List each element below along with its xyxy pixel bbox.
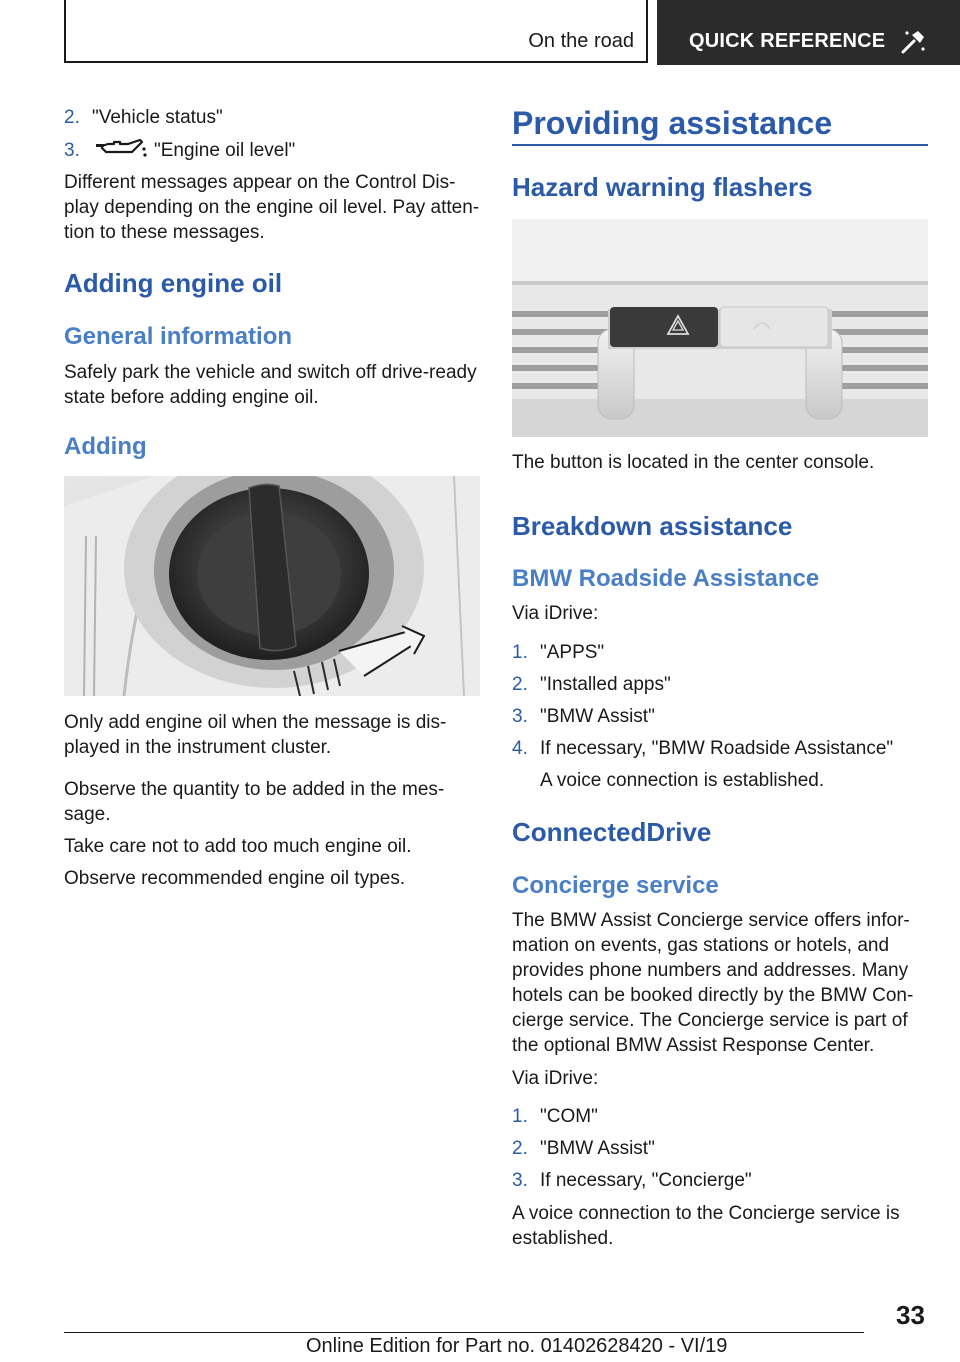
oil-types-paragraph: Observe recommended engine oil types. (64, 868, 406, 889)
list-number: 3. (512, 706, 528, 727)
page-number: 33 (896, 1300, 925, 1330)
quick-reference-label: QUICK REFERENCE (689, 30, 886, 52)
heading-breakdown-assistance: Breakdown assistance (512, 511, 793, 541)
heading-hazard-warning-flashers: Hazard warning flashers (512, 172, 813, 202)
heading-bmw-roadside-assistance: BMW Roadside Assistance (512, 565, 820, 592)
concierge-paragraph: The BMW Assist Concierge service offers infor- mation on events, gas stations or hotels, and provides phone numbers and addresses. Many hotels can be booked directly by the BMW Con- cierge service. The Concierge service is part of the optional BMW Assist Response Center. (512, 910, 914, 1056)
list-text: If necessary, "BMW Roadside Assistance" (540, 738, 894, 759)
via-idrive-label: Via iDrive: (512, 1068, 599, 1089)
header-section-title: On the road (528, 30, 634, 52)
heading-providing-assistance: Providing assistance (512, 105, 833, 141)
list-number: 4. (512, 738, 528, 759)
list-text: "BMW Assist" (540, 706, 655, 727)
list-number: 1. (512, 1106, 528, 1127)
quick-reference-icon (901, 28, 927, 54)
heading-rule (512, 144, 928, 146)
footer-rule (64, 1332, 864, 1333)
engine-oil-messages-paragraph: Different messages appear on the Control Dis- play depending on the engine oil level. Pay atten- tion to these messages. (64, 172, 480, 243)
concierge-voice-paragraph: A voice connection to the Concierge service is established. (512, 1203, 900, 1249)
oil-can-icon (94, 139, 150, 161)
general-info-paragraph: Safely park the vehicle and switch off drive-ready state before adding engine oil. (64, 362, 477, 408)
too-much-oil-paragraph: Take care not to add too much engine oil. (64, 836, 412, 857)
voice-connection-note: A voice connection is established. (540, 770, 825, 791)
via-idrive-label: Via iDrive: (512, 603, 599, 624)
heading-general-information: General information (64, 323, 293, 350)
list-text: "Installed apps" (540, 674, 671, 695)
list-number: 3. (512, 1170, 528, 1191)
hazard-button-image (512, 219, 928, 437)
list-text: "APPS" (540, 642, 605, 663)
oil-filler-cap-image (64, 476, 480, 696)
footer-edition: Online Edition for Part no. 01402628420 - VI/19 (306, 1335, 728, 1357)
list-number: 3. (64, 140, 80, 161)
list-number: 2. (512, 1138, 528, 1159)
list-text: "BMW Assist" (540, 1138, 655, 1159)
heading-adding: Adding (64, 433, 147, 460)
heading-adding-engine-oil: Adding engine oil (64, 268, 283, 298)
add-oil-instruction-paragraph: Only add engine oil when the message is dis- played in the instrument cluster. (64, 712, 447, 758)
list-number: 2. (64, 107, 80, 128)
list-text: "Vehicle status" (92, 107, 223, 128)
heading-concierge-service: Concierge service (512, 872, 719, 899)
heading-connecteddrive: ConnectedDrive (512, 817, 712, 847)
list-number: 1. (512, 642, 528, 663)
hazard-caption: The button is located in the center console. (512, 452, 875, 473)
quantity-paragraph: Observe the quantity to be added in the mes- sage. (64, 779, 445, 825)
header-quick-reference-tab (657, 0, 960, 65)
list-text: "Engine oil level" (154, 140, 296, 161)
list-number: 2. (512, 674, 528, 695)
list-text: If necessary, "Concierge" (540, 1170, 752, 1191)
list-text: "COM" (540, 1106, 598, 1127)
